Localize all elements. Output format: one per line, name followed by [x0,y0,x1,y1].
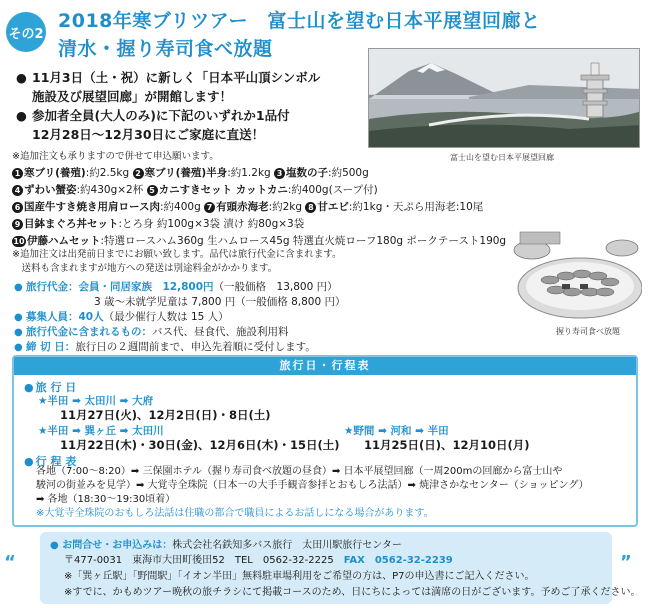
general-price-note: （一般価格 13,800 円） [213,281,338,293]
item-name: ずわい蟹姿 [24,184,77,196]
item-name: 有頭赤海老 [216,201,269,213]
included-value: バス代、昼食代、施設利用料 [152,326,289,338]
fuji-observation-photo [368,48,640,148]
highlight-line: ● 参加者全員(大人のみ)に下記のいずれか1品付 [32,108,290,123]
item-number: 6 [12,202,23,213]
deadline-value: 旅行日の２週間前まで、申込先着順に受付します。 [75,341,316,353]
gift-row [12,216,532,233]
item-number: 1 [12,168,23,179]
item-number: 3 [274,168,285,179]
route-3-dates: 11月25日(日)、12月10日(月) [364,438,530,452]
highlight-item [16,106,361,144]
item-detail: :約2.5kg [85,167,130,179]
included-row [14,325,484,340]
schedule-title: 旅行日・行程表 [14,357,636,375]
item-detail: :約1kg・天ぷら用海老:10尾 [348,201,484,213]
parking-note: ※「巽ヶ丘駅」「野間駅」「イオン半田」無料駐車場利用をご希望の方は、P7の申込書にご記入ください。 [64,571,535,582]
route-1-dates: 11月27日(火)、12月2日(日)・8日(土) [60,408,271,422]
item-detail: :約1.2kg [227,167,271,179]
item-name: 国産牛すき焼き用肩ロース肉 [24,201,160,213]
gift-row [12,199,532,216]
order-note: ※追加注文も承りますので併せて申込願います。 [12,151,219,162]
item-name: 伊藤ハムセット [27,235,101,247]
item-detail: :特選ロースハム360g 生ハムロース45g 特選直火焼ローフ180g ポークテースト190g [100,235,507,247]
item-number: 9 [12,219,23,230]
shipping-notes [12,248,341,276]
item-name: 寒ブリ(養殖)半身 [144,167,228,179]
item-name: カニすきセット カットカニ [158,184,288,196]
price-label: 旅行代金： [26,281,79,293]
fuji-landscape-image [369,49,640,148]
photo-caption: 富士山を望む日本平展望回廊 [450,153,554,162]
highlight-line: 施設及び展望回廊」が開館します！ [32,89,233,104]
item-name: 塩数の子 [286,167,329,179]
highlight-line: ● 11月3日（土・祝）に新しく「日本平山頂シンボル [32,70,321,85]
item-number: 8 [305,202,316,213]
item-detail: :約2kg [268,201,303,213]
itinerary-line: 各地（7:00〜8:20）➡ 三保園ホテル（握り寿司食べ放題の昼食）➡ 日本平展望回廊（一周200mの回廊から富士山や [36,466,563,477]
route-2-dates: 11月22日(木)・30日(金)、12月6日(木)・15日(土) [60,438,340,452]
item-detail: :約400g(スープ付) [287,184,378,196]
sushi-platter-image [510,228,642,324]
itinerary [36,465,589,521]
included-label: 旅行代金に含まれるもの： [26,326,152,338]
item-name: 甘エビ [317,201,349,213]
route-3: ★野間 ➡ 河和 ➡ 半田 [344,425,449,437]
decorative-quote-right: ” [620,552,632,573]
deadline-row [14,340,484,355]
tour-details [14,280,484,355]
photo-caption: 握り寿司食べ放題 [556,327,620,336]
item-detail: :約500g [328,167,369,179]
fax-number: FAX 0562-32-2239 [343,555,453,566]
itinerary-line: ➡ 各地（18:30〜19:30頃着） [36,494,176,505]
highlights [16,68,361,144]
contact-line [64,551,453,566]
price-row [14,280,484,295]
capacity-value: 40人 [78,311,104,323]
deadline-label: 締 切 日： [26,341,76,353]
child-price: 3 歳〜未就学児童は 7,800 円（一般価格 8,800 円） [94,296,346,308]
page-title-line1: 2018年寒ブリツアー 富士山を望む日本平展望回廊と [58,10,541,32]
contact-line [50,536,402,551]
route-2: ★半田 ➡ 巽ヶ丘 ➡ 太田川 [38,425,164,437]
route-1: ★半田 ➡ 太田川 ➡ 大府 [38,395,154,407]
item-name: 寒ブリ(養殖) [24,167,86,179]
capacity-row [14,310,484,325]
item-number: 4 [12,185,23,196]
member-price: 会員・同居家族 12,800円 [78,281,214,293]
note-line: 送料も含まれますが地方への発送は別途料金がかかります。 [12,263,278,274]
availability-note: ※すでに、かもめツアー晩秋の旅チラシにて掲載コースのため、日にちによっては満席の日がございます。予めご了承ください。 [64,587,641,598]
capacity-label: 募集人員： [26,311,79,323]
agency-name: 株式会社名鉄知多バス旅行 太田川駅旅行センター [172,540,402,551]
itinerary-line: 駿河の街並みを見学）➡ 大覚寺全珠院（日本一の大手手観音参拝とおもしろ法話）➡ 焼津さかなセンター（ショッピング） [36,480,589,491]
note-line: ※追加注文は出発前日までにお願い致します。品代は旅行代金に含まれます。 [12,249,342,260]
page-title-line2: 清水・握り寿司食べ放題 [58,38,273,60]
itinerary-note: ※大覚寺全珠院のおもしろ法話は住職の都合で職員によるお話しになる場合があります。 [36,508,434,519]
item-number: 7 [204,202,215,213]
highlight-line: 12月28日〜12月30日にご家庭に直送！ [32,127,265,142]
tour-number-badge: その2 [6,12,46,52]
item-detail: :とろ身 約100g×3袋 漬け 約80g×3袋 [118,218,305,230]
item-detail: :約400g [159,201,201,213]
contact-label: ● お問合せ・お申込みは： [50,540,173,551]
item-number: 10 [13,237,25,246]
decorative-quote-left: “ [4,552,16,573]
address-phone: 〒477-0031 東海市大田町後田52 TEL 0562-32-2225 [64,555,334,566]
schedule-box [12,355,638,527]
itinerary-label: ● 行 程 表 [24,453,76,469]
gift-row [12,165,532,182]
travel-date-label: ● 旅 行 日 [24,379,76,395]
sushi-photo [510,228,642,324]
gift-item-list [12,148,532,250]
item-number: 2 [133,168,144,179]
item-detail: :約430g×2杯 [76,184,144,196]
capacity-note: （最少催行人数は 15 人） [103,311,229,323]
item-number: 5 [147,185,158,196]
contact-box [40,532,641,604]
gift-row [12,182,532,199]
item-name: 目鉢まぐろ丼セット [24,218,119,230]
highlight-item [16,68,361,106]
